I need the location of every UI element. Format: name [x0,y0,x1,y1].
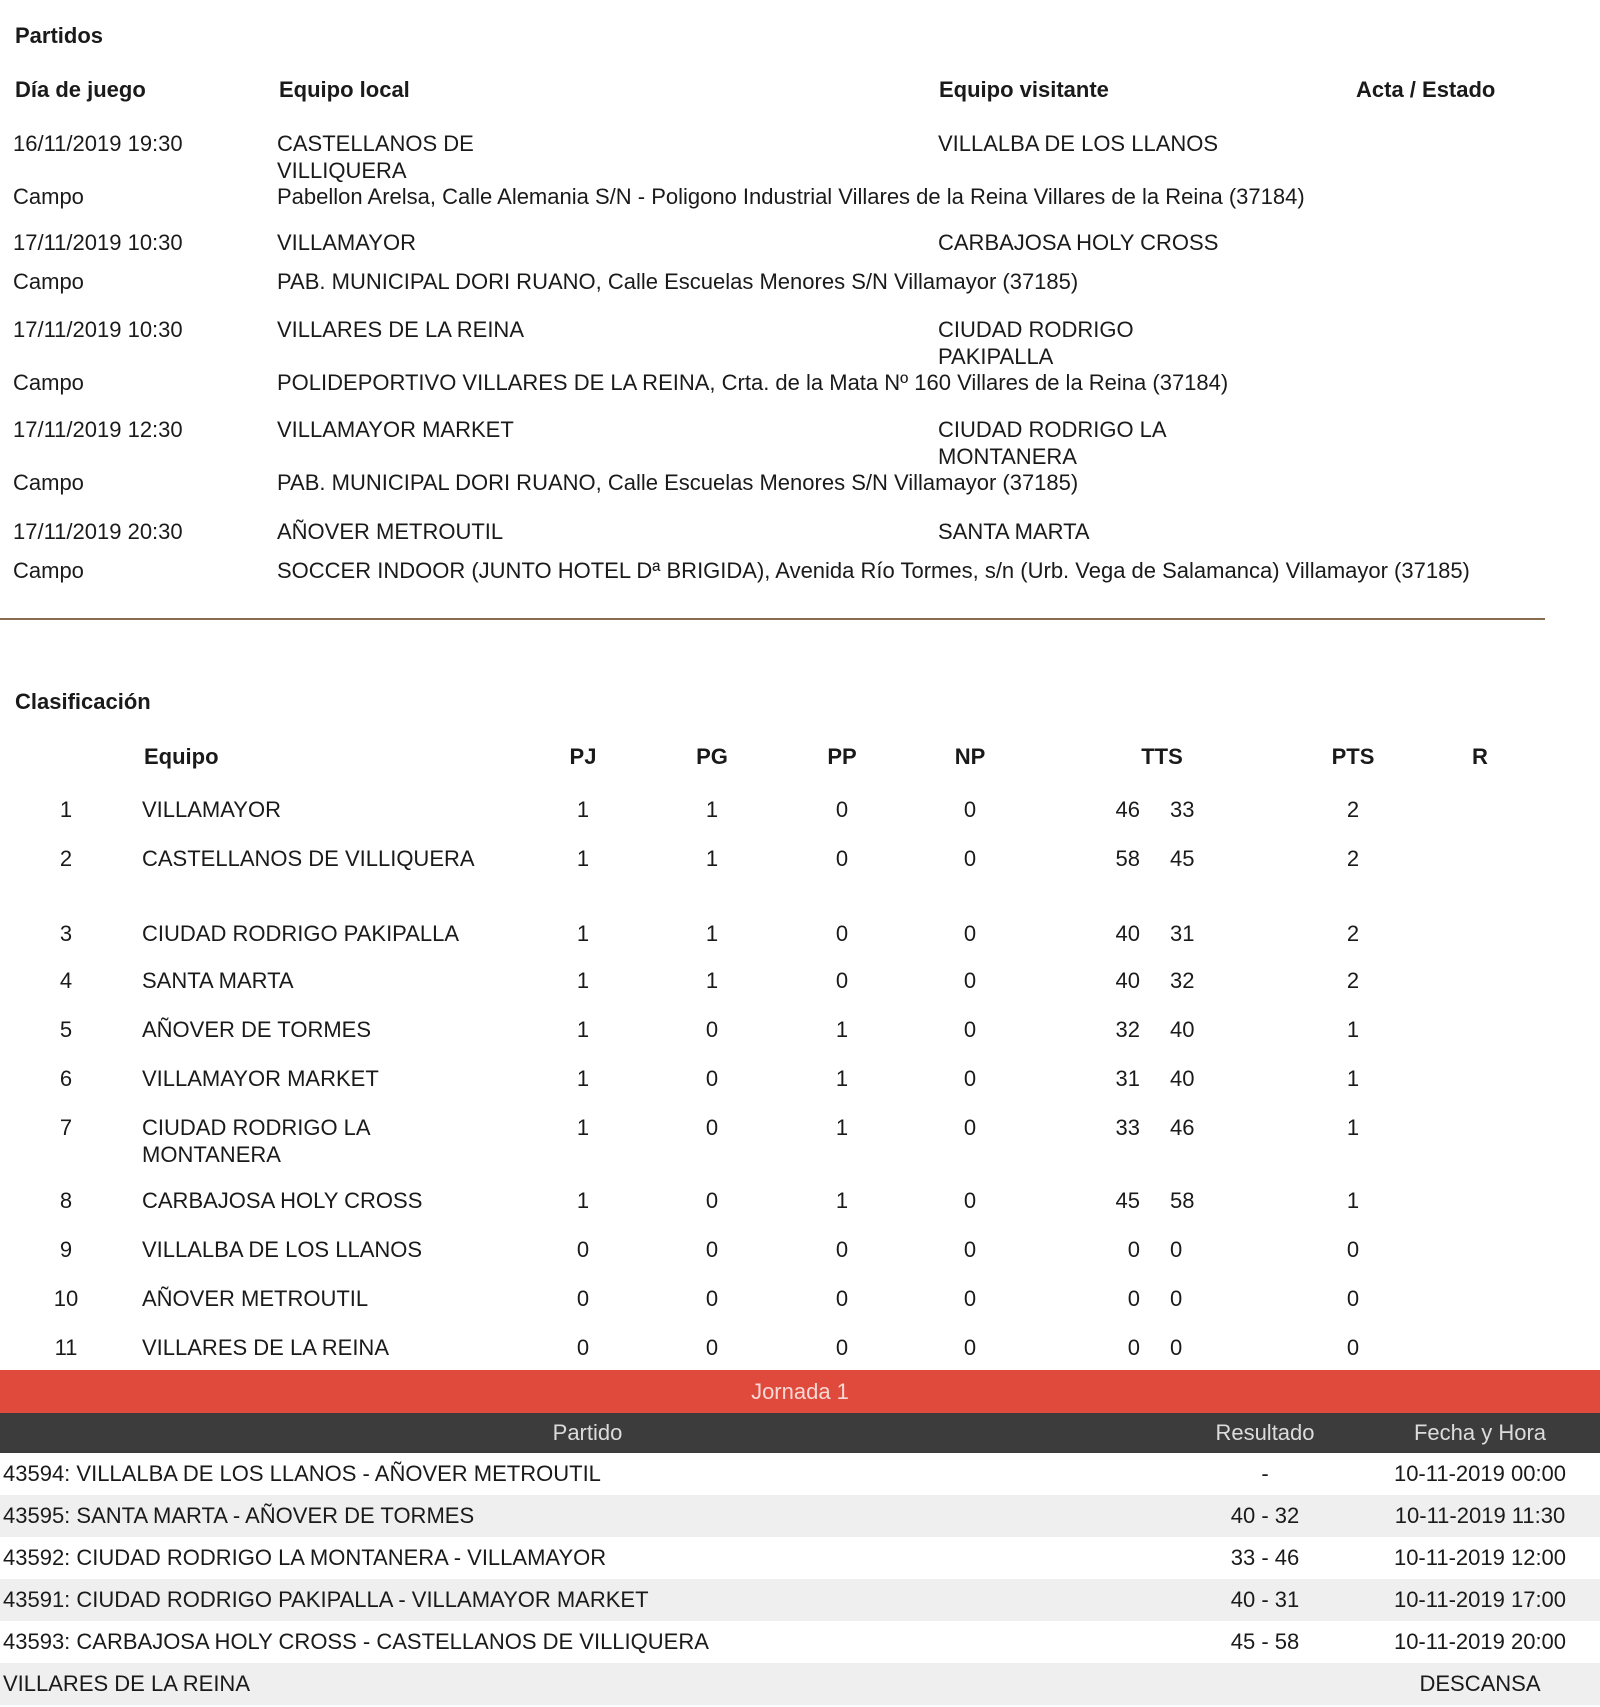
jornada-row [0,1537,1600,1579]
col-r: R [1472,744,1488,769]
jornada-row [0,1453,1600,1495]
standings-cell-tf: 45 [1115,1188,1140,1213]
jornada-fecha: 10-11-2019 00:00 [1393,1461,1567,1486]
standings-cell-pos: 11 [54,1335,78,1360]
standings-cell-pp: 0 [835,1286,849,1311]
standings-cell-pos: 6 [59,1066,73,1091]
standings-cell-pos: 9 [59,1237,73,1262]
match-visitor: VILLALBA DE LOS LLANOS [938,131,1219,156]
standings-cell-tc: 58 [1170,1188,1195,1213]
standings-cell-tc: 46 [1170,1115,1195,1140]
match-local: VILLAMAYOR MARKET [277,417,514,442]
jornada-resultado: 45 - 58 [1230,1629,1300,1654]
partidos-title: Partidos [15,23,104,48]
col-tts: TTS [1141,744,1183,769]
standings-cell-pos: 8 [59,1188,73,1213]
match-visitor: CIUDAD RODRIGO PAKIPALLA [938,317,1134,369]
jornada-partido: 43594: VILLALBA DE LOS LLANOS - AÑOVER METROUTIL [3,1461,601,1486]
standings-cell-np: 0 [963,1335,977,1360]
campo-label: Campo [13,184,84,209]
match-date: 17/11/2019 10:30 [13,317,183,342]
campo-label: Campo [13,370,84,395]
col-fecha: Fecha y Hora [1413,1420,1547,1445]
standings-cell-pg: 0 [705,1237,719,1262]
col-np: NP [954,744,986,769]
standings-cell-pos: 2 [59,846,73,871]
campo-address: PAB. MUNICIPAL DORI RUANO, Calle Escuelas Menores S/N Villamayor (37185) [277,470,1079,495]
standings-cell-team: VILLALBA DE LOS LLANOS [142,1237,423,1262]
standings-cell-pg: 0 [705,1066,719,1091]
match-local: CASTELLANOS DE VILLIQUERA [277,131,474,183]
col-pp: PP [827,744,857,769]
standings-cell-pj: 0 [576,1286,590,1311]
match-local: AÑOVER METROUTIL [277,519,504,544]
col-pj: PJ [569,744,597,769]
standings-cell-tc: 40 [1170,1017,1195,1042]
header-acta: Acta / Estado [1356,77,1496,102]
standings-cell-team: CIUDAD RODRIGO PAKIPALLA [142,921,460,946]
standings-cell-tf: 32 [1115,1017,1140,1042]
standings-cell-np: 0 [963,797,977,822]
standings-cell-tf: 31 [1115,1066,1140,1091]
standings-cell-pos: 1 [59,797,73,822]
jornada-partido: 43592: CIUDAD RODRIGO LA MONTANERA - VILLAMAYOR [3,1545,607,1570]
standings-cell-pp: 0 [835,1237,849,1262]
standings-cell-pts: 0 [1346,1237,1360,1262]
jornada-header [0,1413,1600,1453]
standings-cell-tc: 0 [1170,1286,1183,1311]
standings-cell-team: CASTELLANOS DE VILLIQUERA [142,846,475,871]
standings-cell-team: CIUDAD RODRIGO LA MONTANERA [142,1115,370,1167]
col-partido: Partido [552,1420,623,1445]
standings-cell-pts: 1 [1346,1017,1360,1042]
jornada-resultado: 33 - 46 [1230,1545,1300,1570]
standings-cell-team: AÑOVER DE TORMES [142,1017,372,1042]
jornada-partido: 43593: CARBAJOSA HOLY CROSS - CASTELLANOS DE VILLIQUERA [3,1629,709,1654]
standings-cell-tf: 0 [1127,1286,1140,1311]
standings-cell-pos: 5 [59,1017,73,1042]
standings-cell-np: 0 [963,1237,977,1262]
standings-cell-pj: 1 [576,1066,590,1091]
col-equipo: Equipo [144,744,219,769]
campo-label: Campo [13,558,84,583]
match-local: VILLAMAYOR [277,230,416,255]
standings-cell-pts: 0 [1346,1335,1360,1360]
standings-cell-np: 0 [963,1188,977,1213]
standings-cell-np: 0 [963,1066,977,1091]
standings-cell-tc: 45 [1170,846,1195,871]
standings-cell-pj: 1 [576,846,590,871]
jornada-title: Jornada 1 [0,1370,1600,1413]
standings-cell-tc: 0 [1170,1237,1183,1262]
jornada-resultado: 40 - 32 [1230,1503,1300,1528]
standings-cell-pj: 1 [576,1188,590,1213]
standings-cell-pts: 1 [1346,1188,1360,1213]
campo-label: Campo [13,269,84,294]
standings-cell-pj: 1 [576,921,590,946]
clasificacion-title: Clasificación [15,689,151,714]
standings-cell-pg: 1 [705,921,719,946]
campo-address: SOCCER INDOOR (JUNTO HOTEL Dª BRIGIDA), Avenida Río Tormes, s/n (Urb. Vega de Salamanca) Villamayor (37185) [277,558,1470,583]
col-pg: PG [696,744,728,769]
header-local: Equipo local [279,77,410,102]
standings-cell-pp: 0 [835,1335,849,1360]
standings-cell-tf: 40 [1115,968,1140,993]
standings-cell-pg: 0 [705,1188,719,1213]
jornada-row [0,1621,1600,1663]
jornada-fecha: DESCANSA [1419,1671,1541,1696]
standings-cell-pts: 2 [1346,921,1360,946]
standings-cell-pos: 7 [59,1115,73,1140]
jornada-row [0,1495,1600,1537]
section-divider [0,618,1545,620]
standings-cell-np: 0 [963,846,977,871]
standings-cell-pp: 0 [835,797,849,822]
standings-cell-pj: 1 [576,797,590,822]
standings-cell-tc: 33 [1170,797,1195,822]
standings-cell-pts: 2 [1346,846,1360,871]
standings-cell-pts: 1 [1346,1066,1360,1091]
standings-cell-pg: 1 [705,797,719,822]
standings-cell-tc: 40 [1170,1066,1195,1091]
jornada-partido: 43591: CIUDAD RODRIGO PAKIPALLA - VILLAMAYOR MARKET [3,1587,649,1612]
standings-cell-np: 0 [963,1286,977,1311]
match-visitor: SANTA MARTA [938,519,1090,544]
standings-cell-pg: 0 [705,1286,719,1311]
standings-cell-tf: 0 [1127,1237,1140,1262]
campo-address: PAB. MUNICIPAL DORI RUANO, Calle Escuelas Menores S/N Villamayor (37185) [277,269,1079,294]
standings-cell-pj: 0 [576,1237,590,1262]
standings-cell-pp: 1 [835,1066,849,1091]
standings-cell-pg: 1 [705,846,719,871]
jornada-resultado: - [1261,1461,1269,1486]
standings-cell-pos: 4 [59,968,73,993]
standings-cell-np: 0 [963,921,977,946]
standings-cell-pp: 1 [835,1188,849,1213]
col-resultado: Resultado [1215,1420,1315,1445]
standings-cell-pp: 0 [835,968,849,993]
standings-cell-pp: 0 [835,921,849,946]
standings-cell-pos: 10 [53,1286,79,1311]
standings-cell-tf: 40 [1115,921,1140,946]
standings-cell-team: VILLAMAYOR [142,797,281,822]
standings-cell-pts: 1 [1346,1115,1360,1140]
match-date: 16/11/2019 19:30 [13,131,183,156]
standings-cell-pp: 1 [835,1017,849,1042]
standings-cell-tc: 0 [1170,1335,1183,1360]
standings-cell-team: SANTA MARTA [142,968,294,993]
jornada-fecha: 10-11-2019 17:00 [1393,1587,1567,1612]
standings-cell-pp: 1 [835,1115,849,1140]
standings-cell-pg: 0 [705,1017,719,1042]
standings-cell-tf: 46 [1115,797,1140,822]
match-local: VILLARES DE LA REINA [277,317,524,342]
match-date: 17/11/2019 10:30 [13,230,183,255]
standings-cell-pj: 1 [576,1115,590,1140]
header-visitante: Equipo visitante [939,77,1109,102]
standings-cell-team: CARBAJOSA HOLY CROSS [142,1188,423,1213]
jornada-fecha: 10-11-2019 11:30 [1394,1503,1566,1528]
campo-label: Campo [13,470,84,495]
standings-cell-pts: 2 [1346,797,1360,822]
standings-cell-team: AÑOVER METROUTIL [142,1286,369,1311]
campo-address: Pabellon Arelsa, Calle Alemania S/N - Poligono Industrial Villares de la Reina Villares de la Reina (37184) [277,184,1305,209]
standings-cell-tf: 33 [1115,1115,1140,1140]
jornada-partido: 43595: SANTA MARTA - AÑOVER DE TORMES [3,1503,475,1528]
jornada-row [0,1663,1600,1705]
standings-cell-team: VILLARES DE LA REINA [142,1335,389,1360]
standings-cell-np: 0 [963,1017,977,1042]
header-dia: Día de juego [15,77,146,102]
standings-cell-pg: 0 [705,1115,719,1140]
standings-cell-tf: 58 [1115,846,1140,871]
match-visitor: CIUDAD RODRIGO LA MONTANERA [938,417,1166,469]
jornada-resultado: 40 - 31 [1230,1587,1300,1612]
standings-cell-np: 0 [963,968,977,993]
standings-cell-pg: 0 [705,1335,719,1360]
jornada-fecha: 10-11-2019 12:00 [1393,1545,1567,1570]
standings-cell-pos: 3 [59,921,73,946]
match-date: 17/11/2019 20:30 [13,519,183,544]
match-visitor: CARBAJOSA HOLY CROSS [938,230,1219,255]
jornada-partido: VILLARES DE LA REINA [3,1671,250,1696]
standings-cell-tc: 32 [1170,968,1195,993]
standings-cell-pts: 2 [1346,968,1360,993]
standings-cell-np: 0 [963,1115,977,1140]
col-pts: PTS [1331,744,1375,769]
standings-cell-tc: 31 [1170,921,1195,946]
standings-cell-team: VILLAMAYOR MARKET [142,1066,379,1091]
standings-cell-pg: 1 [705,968,719,993]
standings-cell-pj: 1 [576,968,590,993]
standings-cell-pts: 0 [1346,1286,1360,1311]
jornada-row [0,1579,1600,1621]
standings-cell-pp: 0 [835,846,849,871]
standings-cell-pj: 1 [576,1017,590,1042]
campo-address: POLIDEPORTIVO VILLARES DE LA REINA, Crta. de la Mata Nº 160 Villares de la Reina (37184) [277,370,1229,395]
standings-cell-pj: 0 [576,1335,590,1360]
jornada-fecha: 10-11-2019 20:00 [1393,1629,1567,1654]
standings-cell-tf: 0 [1127,1335,1140,1360]
match-date: 17/11/2019 12:30 [13,417,183,442]
